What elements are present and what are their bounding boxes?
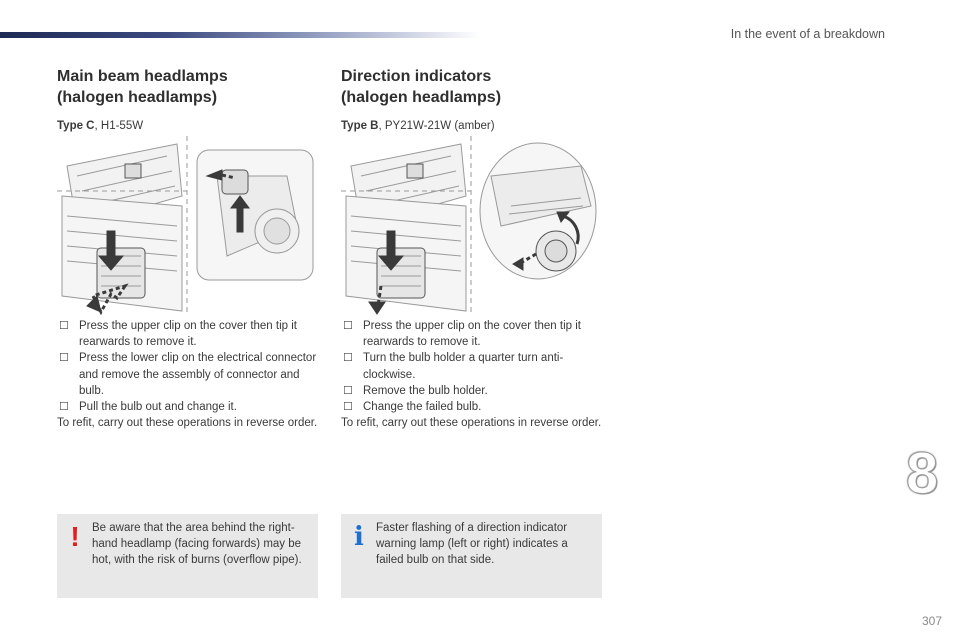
warning-icon: ! — [70, 520, 80, 552]
list-item: ☐ Remove the bulb holder. — [341, 383, 603, 399]
refit-note: To refit, carry out these operations in reverse order. — [341, 417, 602, 430]
section-title: In the event of a breakdown — [730, 27, 885, 41]
checkbox-bullet-icon: ☐ — [343, 384, 353, 397]
list-item: ☐ Press the lower clip on the electrical connector and remove the assembly of connector and bulb. — [59, 352, 317, 397]
info-text: Faster flashing of a direction indicator warning lamp (left or right) indicates a failed bulb on that side. — [376, 522, 568, 567]
indicator-diagram-icon — [341, 136, 603, 316]
main-beam-heading: Main beam headlamps (halogen headlamps) — [57, 68, 228, 106]
list-item: ☐ Change the failed bulb. — [341, 399, 603, 415]
checkbox-bullet-icon: ☐ — [343, 320, 353, 332]
checkbox-bullet-icon: ☐ — [59, 352, 69, 365]
direction-indicator-illustration — [341, 136, 603, 316]
info-box — [341, 514, 602, 598]
checkbox-bullet-icon: ☐ — [343, 401, 353, 414]
list-item: ☐ Press the upper clip on the cover then tip it rearwards to remove it. — [343, 320, 581, 349]
checkbox-bullet-icon: ☐ — [59, 320, 69, 332]
header-accent-bar — [0, 32, 480, 38]
list-item: ☐ Turn the bulb holder a quarter turn anti-clockwise. — [343, 352, 564, 381]
chapter-number: 8 — [906, 441, 939, 506]
direction-indicator-instructions — [341, 318, 603, 431]
direction-indicators-heading: Direction indicators (halogen headlamps) — [341, 68, 502, 106]
direction-indicator-bulb-type: Type B, PY21W-21W (amber) — [341, 120, 495, 132]
main-beam-section — [57, 66, 319, 132]
direction-indicators-section — [341, 66, 603, 132]
main-beam-illustration — [57, 136, 319, 316]
checkbox-bullet-icon: ☐ — [343, 352, 353, 365]
info-icon: i — [354, 521, 364, 552]
list-item: ☐ Press the upper clip on the cover then tip it rearwards to remove it. — [59, 320, 297, 349]
warning-text: Be aware that the area behind the right-hand headlamp (facing forwards) may be hot, with the risk of burns (overflow pipe). — [92, 522, 302, 567]
main-beam-bulb-type: Type C, H1-55W — [57, 120, 144, 132]
headlamp-diagram-icon — [57, 136, 319, 316]
warning-box — [57, 514, 318, 598]
checkbox-bullet-icon: ☐ — [59, 401, 69, 414]
list-item: ☐ Pull the bulb out and change it. — [57, 399, 319, 415]
main-beam-instructions — [57, 318, 319, 431]
refit-note: To refit, carry out these operations in reverse order. — [57, 417, 318, 430]
page-number: 307 — [921, 614, 942, 628]
